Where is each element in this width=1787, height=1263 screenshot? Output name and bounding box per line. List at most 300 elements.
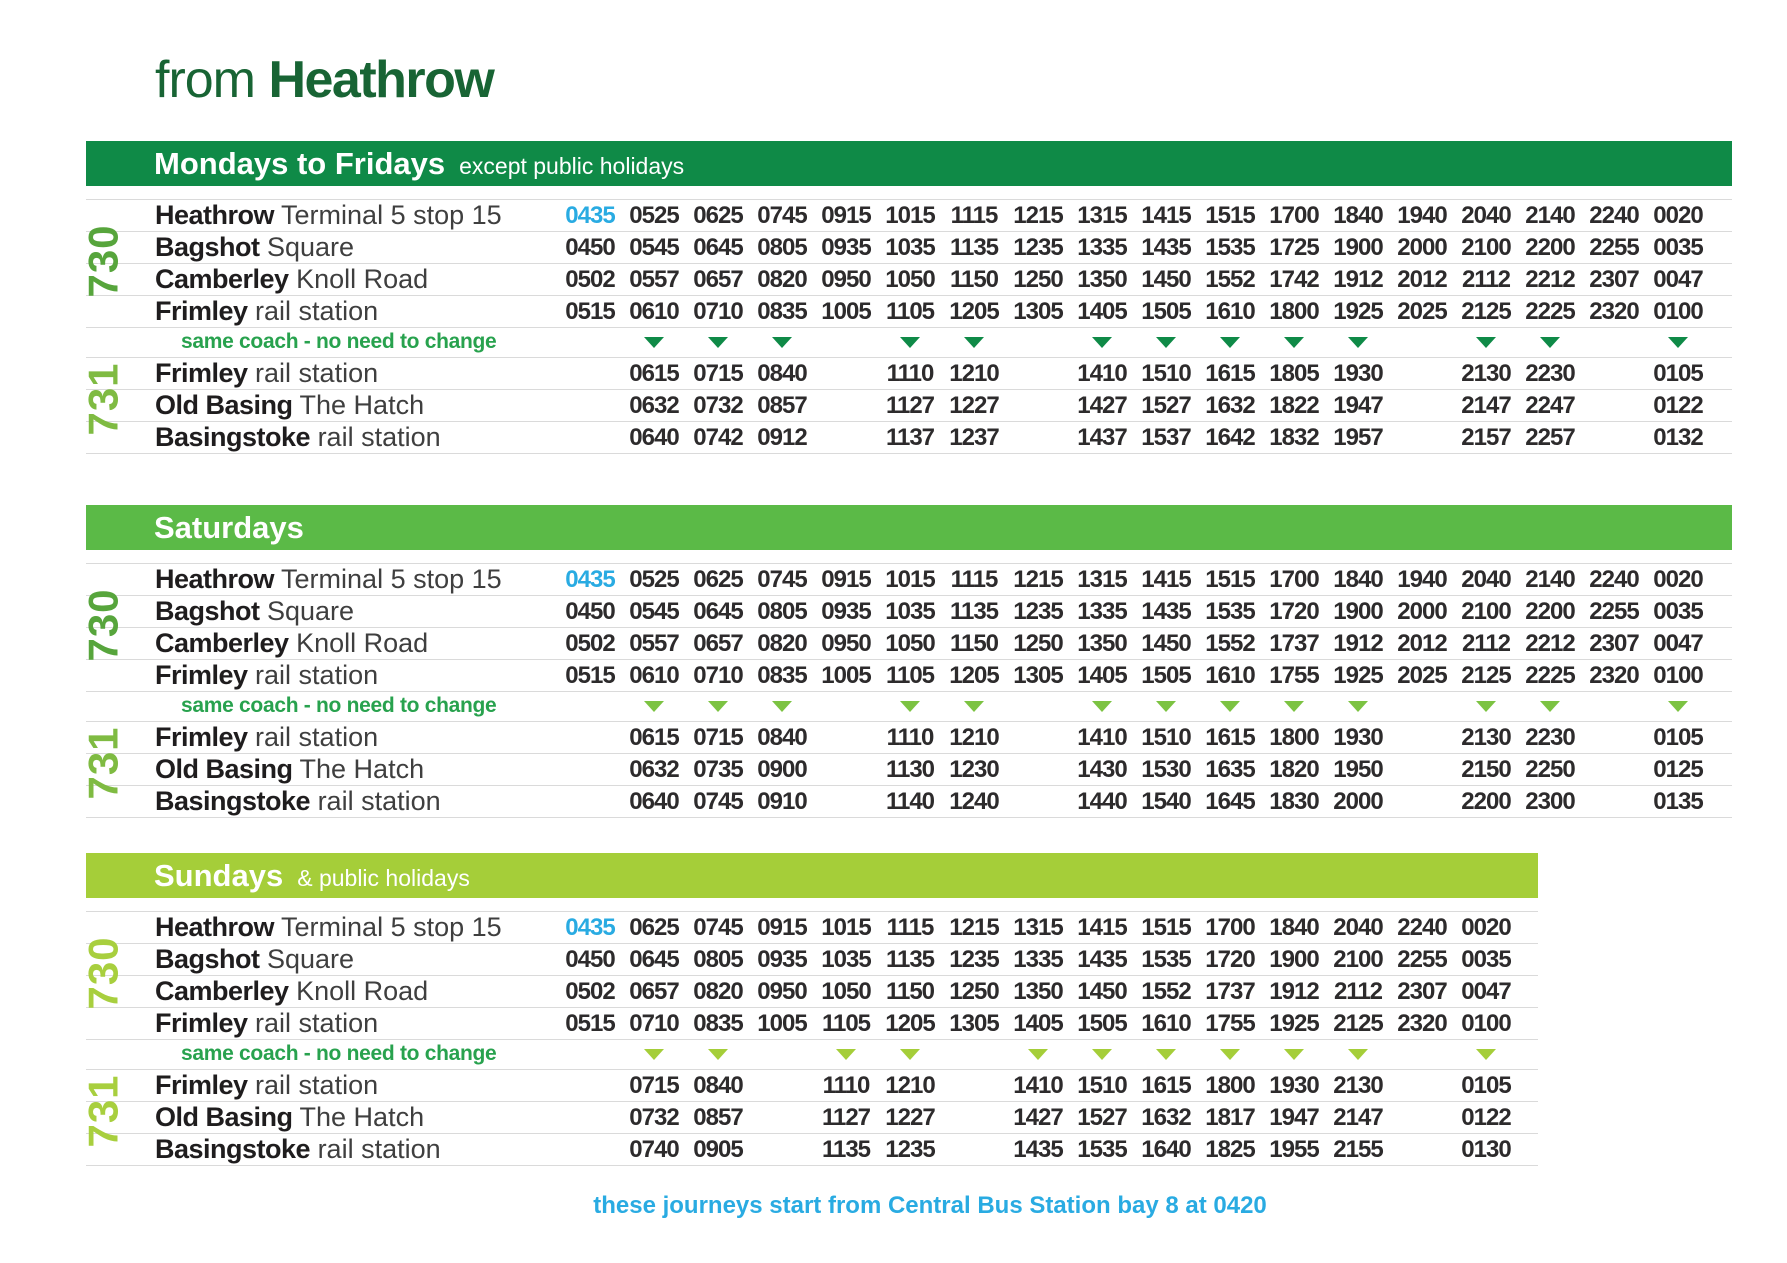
times-row [558, 264, 1710, 295]
time-cell: 0915 [821, 565, 871, 593]
time-cell: 1405 [1013, 1009, 1063, 1037]
time-cell: 1930 [1333, 723, 1383, 751]
arrow-cell-empty [1582, 692, 1646, 721]
station-label: Heathrow Terminal 5 stop 15 [155, 912, 502, 942]
station-name: Old Basing [155, 754, 293, 784]
time-cell: 1537 [1141, 423, 1191, 451]
time-cell: 2320 [1589, 661, 1639, 689]
down-arrow-icon [1220, 337, 1240, 348]
time-cell: 1250 [1013, 265, 1063, 293]
time-cell-empty [814, 754, 878, 785]
station-name: Heathrow [155, 564, 275, 594]
time-cell: 2200 [1525, 597, 1575, 625]
time-cell: 1755 [1269, 661, 1319, 689]
time-cell: 1110 [886, 723, 934, 751]
time-cell: 2257 [1525, 423, 1575, 451]
time-cell: 0935 [757, 945, 807, 973]
time-cell: 0047 [1461, 977, 1511, 1005]
station-name: Frimley [155, 722, 248, 752]
continue-arrow-cell [1646, 692, 1710, 721]
time-cell-empty [814, 422, 878, 453]
time-cell: 1215 [949, 913, 999, 941]
station-label: Frimley rail station [155, 358, 379, 388]
station-name: Frimley [155, 1008, 248, 1038]
time-cell: 0632 [629, 391, 679, 419]
time-cell-empty [558, 786, 622, 817]
arrow-cell-empty [942, 1040, 1006, 1069]
arrows-row [558, 692, 1710, 721]
time-cell: 1552 [1205, 265, 1255, 293]
time-cell: 0125 [1653, 755, 1703, 783]
time-cell: 0912 [757, 423, 807, 451]
times-row [558, 232, 1710, 263]
times-row [558, 200, 1710, 231]
time-cell: 1035 [885, 597, 935, 625]
station-name: Old Basing [155, 1102, 293, 1132]
time-cell-empty [1390, 358, 1454, 389]
time-cell: 0545 [629, 597, 679, 625]
timetable-row [86, 1008, 1538, 1040]
time-cell: 1737 [1205, 977, 1255, 1005]
time-cell: 1950 [1333, 755, 1383, 783]
same-coach-row [86, 1040, 1538, 1070]
timetable-row [86, 596, 1732, 628]
time-cell: 1150 [949, 629, 999, 657]
arrow-cell-empty [558, 328, 622, 357]
time-cell: 2307 [1589, 265, 1639, 293]
time-cell: 1115 [950, 201, 998, 229]
route-badge-731 [80, 352, 128, 445]
time-cell: 0132 [1653, 423, 1703, 451]
time-cell: 0745 [757, 565, 807, 593]
station-label: Frimley rail station [155, 660, 379, 690]
time-cell: 0732 [629, 1103, 679, 1131]
time-cell: 2225 [1525, 297, 1575, 325]
time-cell: 0745 [693, 913, 743, 941]
route-number-730: 730 [80, 936, 128, 1010]
time-cell: 1610 [1205, 661, 1255, 689]
time-cell: 1015 [885, 565, 935, 593]
time-cell: 1230 [949, 755, 999, 783]
time-cell: 1957 [1333, 423, 1383, 451]
time-cell: 1610 [1141, 1009, 1191, 1037]
time-cell: 1415 [1141, 565, 1191, 593]
continue-arrow-cell [1198, 328, 1262, 357]
section-sundays [80, 853, 1538, 1166]
time-cell: 1527 [1141, 391, 1191, 419]
time-cell: 2130 [1461, 359, 1511, 387]
time-cell: 0905 [693, 1135, 743, 1163]
time-cell: 0105 [1461, 1071, 1511, 1099]
title-prefix: from [155, 51, 255, 109]
time-cell: 1110 [886, 359, 934, 387]
time-cell: 1800 [1205, 1071, 1255, 1099]
time-cell: 1235 [1013, 597, 1063, 625]
time-cell: 0035 [1461, 945, 1511, 973]
down-arrow-icon [644, 1049, 664, 1060]
section-header-sundays [86, 853, 1538, 898]
time-cell: 1940 [1397, 201, 1447, 229]
time-cell: 1610 [1205, 297, 1255, 325]
time-cell: 0625 [693, 201, 743, 229]
time-cell: 1632 [1205, 391, 1255, 419]
time-cell: 1515 [1205, 565, 1255, 593]
time-cell: 0805 [757, 597, 807, 625]
time-cell: 0502 [565, 629, 615, 657]
timetable-row [86, 390, 1732, 422]
time-cell-empty [1390, 422, 1454, 453]
section-title: Sundays [154, 857, 284, 893]
time-cell-empty [1006, 358, 1070, 389]
station-label: Camberley Knoll Road [155, 264, 429, 294]
down-arrow-icon [1348, 1049, 1368, 1060]
time-cell: 1015 [885, 201, 935, 229]
time-cell-empty [1390, 722, 1454, 753]
time-cell: 1405 [1077, 297, 1127, 325]
down-arrow-icon [644, 337, 664, 348]
time-cell: 0857 [693, 1103, 743, 1131]
timetable-row [86, 232, 1732, 264]
time-cell: 1150 [885, 977, 935, 1005]
time-cell: 0840 [757, 723, 807, 751]
station-label: Basingstoke rail station [155, 786, 441, 816]
times-row [558, 390, 1710, 421]
same-coach-note: same coach - no need to change [181, 694, 497, 717]
time-cell: 0745 [693, 787, 743, 815]
time-cell: 1552 [1205, 629, 1255, 657]
time-cell: 1135 [949, 597, 999, 625]
time-cell: 2300 [1525, 787, 1575, 815]
time-cell: 2140 [1525, 565, 1575, 593]
time-cell-empty [942, 1070, 1006, 1101]
time-cell-empty [750, 1102, 814, 1133]
station-label: Bagshot Square [155, 232, 355, 262]
time-cell: 0657 [693, 265, 743, 293]
time-cell: 1115 [950, 565, 998, 593]
station-label: Camberley Knoll Road [155, 628, 429, 658]
time-cell: 2130 [1333, 1071, 1383, 1099]
time-cell: 0915 [757, 913, 807, 941]
time-cell: 1227 [949, 391, 999, 419]
time-cell-empty [558, 390, 622, 421]
time-cell-empty [558, 1102, 622, 1133]
time-cell: 1130 [885, 755, 935, 783]
station-label: Basingstoke rail station [155, 1134, 441, 1164]
time-cell: 1210 [949, 723, 999, 751]
time-cell: 2307 [1589, 629, 1639, 657]
down-arrow-icon [1156, 337, 1176, 348]
time-cell: 2112 [1461, 629, 1511, 657]
continue-arrow-cell [1646, 328, 1710, 357]
time-cell: 2212 [1525, 629, 1575, 657]
station-label: Heathrow Terminal 5 stop 15 [155, 200, 502, 230]
time-cell: 1140 [885, 787, 935, 815]
time-cell: 1530 [1141, 755, 1191, 783]
time-cell: 2240 [1397, 913, 1447, 941]
down-arrow-icon [1092, 1049, 1112, 1060]
time-cell: 0740 [629, 1135, 679, 1163]
continue-arrow-cell [878, 1040, 942, 1069]
time-cell: 1335 [1013, 945, 1063, 973]
station-label: Frimley rail station [155, 1070, 379, 1100]
time-cell: 1925 [1269, 1009, 1319, 1037]
time-cell: 1830 [1269, 787, 1319, 815]
time-cell: 0935 [821, 597, 871, 625]
time-cell: 1822 [1269, 391, 1319, 419]
time-cell: 0047 [1653, 629, 1703, 657]
time-cell: 1105 [885, 661, 935, 689]
times-row [558, 1102, 1518, 1133]
down-arrow-icon [772, 701, 792, 712]
down-arrow-icon [1092, 701, 1112, 712]
station-label: Frimley rail station [155, 1008, 379, 1038]
time-cell: 0640 [629, 423, 679, 451]
down-arrow-icon [1476, 1049, 1496, 1060]
time-cell-empty [1006, 754, 1070, 785]
continue-arrow-cell [942, 328, 1006, 357]
time-cell: 2112 [1333, 977, 1383, 1005]
down-arrow-icon [1220, 1049, 1240, 1060]
time-cell: 1800 [1269, 297, 1319, 325]
time-cell-empty [558, 754, 622, 785]
arrow-cell-empty [1006, 328, 1070, 357]
same-coach-note: same coach - no need to change [181, 330, 497, 353]
time-cell: 1930 [1333, 359, 1383, 387]
time-cell: 1305 [1013, 661, 1063, 689]
time-cell: 1050 [885, 629, 935, 657]
time-cell: 1535 [1205, 233, 1255, 261]
time-cell: 1115 [886, 913, 934, 941]
time-cell: 0657 [629, 977, 679, 1005]
time-cell: 2212 [1525, 265, 1575, 293]
time-cell: 1515 [1205, 201, 1255, 229]
down-arrow-icon [1156, 701, 1176, 712]
continue-arrow-cell [1198, 692, 1262, 721]
time-cell: 1315 [1013, 913, 1063, 941]
time-cell: 1737 [1269, 629, 1319, 657]
time-cell: 1720 [1205, 945, 1255, 973]
time-cell: 1632 [1141, 1103, 1191, 1131]
time-cell: 0820 [757, 629, 807, 657]
time-cell: 0545 [629, 233, 679, 261]
time-cell: 1700 [1269, 565, 1319, 593]
time-cell: 2320 [1397, 1009, 1447, 1037]
station-name: Camberley [155, 976, 289, 1006]
times-row [558, 1134, 1518, 1165]
time-cell: 0935 [821, 233, 871, 261]
time-cell: 1427 [1077, 391, 1127, 419]
section-header-mon-fri [86, 141, 1732, 186]
time-cell-empty [1582, 422, 1646, 453]
time-cell: 1900 [1333, 233, 1383, 261]
time-cell: 0632 [629, 755, 679, 783]
time-cell-empty [1006, 786, 1070, 817]
down-arrow-icon [964, 701, 984, 712]
time-cell: 1510 [1141, 359, 1191, 387]
timetable-row [86, 358, 1732, 390]
time-cell: 1135 [821, 1135, 871, 1163]
time-cell: 2200 [1525, 233, 1575, 261]
continue-arrow-cell [1326, 328, 1390, 357]
footer-note: these journeys start from Central Bus Station bay 8 at 0420 [593, 1192, 1267, 1219]
time-cell: 0450 [565, 945, 615, 973]
time-cell-empty [1006, 422, 1070, 453]
continue-arrow-cell [1262, 692, 1326, 721]
time-cell: 1137 [885, 423, 935, 451]
time-cell-empty [558, 358, 622, 389]
continue-arrow-cell [686, 328, 750, 357]
times-row [558, 628, 1710, 659]
time-cell: 1205 [949, 661, 999, 689]
time-cell: 0020 [1653, 565, 1703, 593]
time-cell: 1925 [1333, 661, 1383, 689]
time-cell: 1435 [1077, 945, 1127, 973]
time-cell: 1912 [1333, 629, 1383, 657]
times-row [558, 976, 1518, 1007]
continue-arrow-cell [750, 692, 814, 721]
route-number-730: 730 [80, 588, 128, 662]
route-number-730: 730 [80, 224, 128, 298]
time-cell: 1450 [1141, 629, 1191, 657]
time-cell: 0645 [693, 597, 743, 625]
time-cell-empty [1582, 390, 1646, 421]
timetable-row [86, 976, 1538, 1008]
down-arrow-icon [772, 337, 792, 348]
time-cell: 0105 [1653, 359, 1703, 387]
time-cell: 0950 [821, 629, 871, 657]
station-label: Basingstoke rail station [155, 422, 441, 452]
time-cell: 1335 [1077, 597, 1127, 625]
time-cell-empty [942, 1134, 1006, 1165]
time-cell-empty [814, 358, 878, 389]
down-arrow-icon [1092, 337, 1112, 348]
time-cell: 1912 [1333, 265, 1383, 293]
down-arrow-icon [1284, 337, 1304, 348]
section-rows [86, 563, 1732, 818]
down-arrow-icon [1540, 337, 1560, 348]
down-arrow-icon [1476, 337, 1496, 348]
time-cell: 1215 [1013, 565, 1063, 593]
down-arrow-icon [1028, 1049, 1048, 1060]
down-arrow-icon [1668, 701, 1688, 712]
time-cell: 1535 [1205, 597, 1255, 625]
time-cell: 1450 [1077, 977, 1127, 1005]
time-cell: 1635 [1205, 755, 1255, 783]
time-cell: 1305 [1013, 297, 1063, 325]
time-cell: 2000 [1397, 597, 1447, 625]
time-cell: 1700 [1269, 201, 1319, 229]
time-cell: 1505 [1077, 1009, 1127, 1037]
time-cell: 0610 [629, 297, 679, 325]
station-name: Bagshot [155, 596, 260, 626]
time-cell: 0105 [1653, 723, 1703, 751]
route-badge-730 [80, 563, 128, 687]
arrow-cell-empty [1390, 1040, 1454, 1069]
route-badge-730 [80, 199, 128, 323]
time-cell: 1805 [1269, 359, 1319, 387]
timetable-row [86, 944, 1538, 976]
time-cell: 0515 [565, 1009, 615, 1037]
down-arrow-icon [1284, 701, 1304, 712]
route-number-731: 731 [80, 725, 128, 800]
time-cell: 0715 [693, 723, 743, 751]
time-cell: 0610 [629, 661, 679, 689]
continue-arrow-cell [1454, 692, 1518, 721]
time-cell-empty [814, 786, 878, 817]
time-cell: 1405 [1077, 661, 1127, 689]
timetable-row [86, 1070, 1538, 1102]
time-cell: 0840 [757, 359, 807, 387]
times-row [558, 786, 1710, 817]
station-name: Camberley [155, 264, 289, 294]
station-name: Basingstoke [155, 1134, 311, 1164]
time-cell-empty [814, 390, 878, 421]
time-cell: 1235 [949, 945, 999, 973]
time-cell: 0645 [629, 945, 679, 973]
time-cell: 1840 [1269, 913, 1319, 941]
page-title [155, 52, 493, 109]
time-cell: 1925 [1333, 297, 1383, 325]
time-cell: 0840 [693, 1071, 743, 1099]
station-label: Heathrow Terminal 5 stop 15 [155, 564, 502, 594]
timetable-row [86, 786, 1732, 818]
time-cell: 0035 [1653, 597, 1703, 625]
time-cell: 1127 [821, 1103, 871, 1131]
times-row [558, 564, 1710, 595]
time-cell-empty [942, 1102, 1006, 1133]
section-saturdays [80, 505, 1732, 818]
arrow-cell-empty [558, 692, 622, 721]
time-cell-empty [1006, 390, 1070, 421]
arrow-cell-empty [814, 692, 878, 721]
same-coach-note: same coach - no need to change [181, 1042, 497, 1065]
time-cell-empty [750, 1134, 814, 1165]
time-cell: 0640 [629, 787, 679, 815]
time-cell: 1832 [1269, 423, 1319, 451]
station-name: Frimley [155, 296, 248, 326]
time-cell: 0100 [1653, 661, 1703, 689]
station-label: Camberley Knoll Road [155, 976, 429, 1006]
time-cell: 0710 [693, 661, 743, 689]
continue-arrow-cell [1326, 1040, 1390, 1069]
time-cell: 1505 [1141, 297, 1191, 325]
time-cell: 1315 [1077, 565, 1127, 593]
time-cell: 1110 [822, 1071, 870, 1099]
time-cell: 2125 [1461, 661, 1511, 689]
continue-arrow-cell [1518, 328, 1582, 357]
time-cell: 0135 [1653, 787, 1703, 815]
station-name: Heathrow [155, 912, 275, 942]
time-cell: 1005 [757, 1009, 807, 1037]
time-cell: 1615 [1205, 359, 1255, 387]
timetable-row [86, 1102, 1538, 1134]
time-cell: 1135 [949, 233, 999, 261]
time-cell-empty [558, 722, 622, 753]
time-cell: 1435 [1141, 597, 1191, 625]
time-cell: 1450 [1141, 265, 1191, 293]
continue-arrow-cell [1518, 692, 1582, 721]
down-arrow-icon [708, 337, 728, 348]
timetable-row [86, 264, 1732, 296]
arrow-cell-empty [1390, 328, 1454, 357]
time-cell-empty [1582, 358, 1646, 389]
time-cell: 2230 [1525, 723, 1575, 751]
time-cell: 0820 [757, 265, 807, 293]
down-arrow-icon [900, 701, 920, 712]
time-cell: 1235 [885, 1135, 935, 1163]
time-cell: 1035 [821, 945, 871, 973]
continue-arrow-cell [878, 692, 942, 721]
